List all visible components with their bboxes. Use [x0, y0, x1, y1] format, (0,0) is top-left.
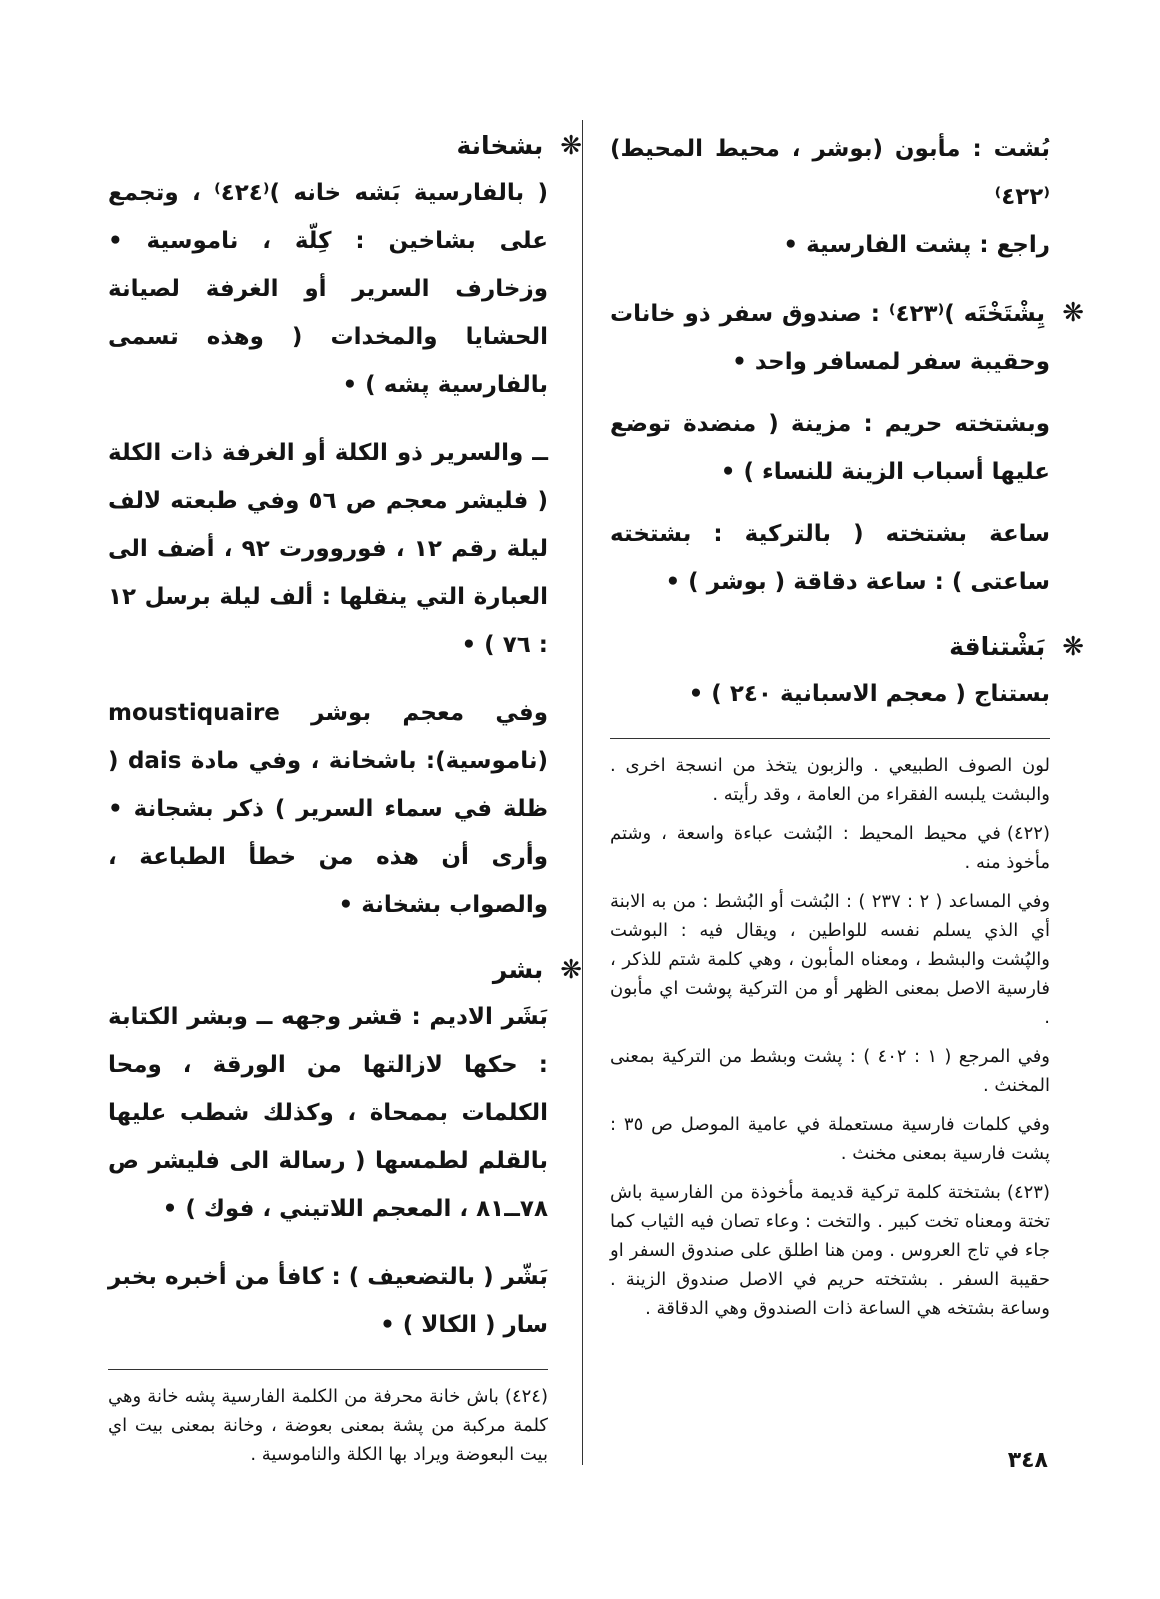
footnote-rule-left	[108, 1369, 548, 1370]
entry-bashkhana	[108, 125, 582, 929]
entry-bashar	[108, 949, 582, 1349]
footnotes-left	[108, 1382, 548, 1469]
entry-bashkhana-p1: ( بالفارسية بَشه خانه )⁽٤٢٤⁾ ، وتجمع على بشاخين : كِلّة ، ناموسية • وزخارف السرير أو الغرفة لصيانة الحشايا والمخدات ( وهذه تسمى بالفارسية پشه ) •	[108, 180, 548, 398]
footnote-422-marja	[610, 1042, 1050, 1100]
entry-bashar-head	[108, 949, 582, 991]
page-number: ٣٤٨	[1007, 1448, 1048, 1473]
entry-bashtanaqa-head	[610, 626, 1084, 668]
star-bullet-icon: ❋	[560, 131, 582, 161]
footnotes-right	[610, 751, 1050, 1323]
footnote-number: (٤٢٣)	[1006, 1182, 1050, 1203]
footnote-424	[108, 1382, 548, 1469]
footnote-422-mosul	[610, 1110, 1050, 1168]
headword-bashar: بشر	[492, 955, 544, 984]
headword-bashkhana: بشخانة	[456, 131, 544, 160]
footnote-422-musaid	[610, 887, 1050, 1032]
entry-bashtakhta-p2: وبشتخته حريم : مزينة ( منضدة توضع عليها أسباب الزينة للنساء ) •	[610, 411, 1050, 485]
footnote-422	[610, 819, 1050, 877]
footnote-text: بشتختة كلمة تركية قديمة مأخوذة من الفارسية باش تختة ومعناه تخت كبير . والتخت : وعاء تصان فيه الثياب كما جاء في تاج العروس . ومن هنا اطلق على صندوق السفر او حقيبة السفر . بشتخته حريم في الاصل صندوق الزينة . وساعة بشتخه هي الساعة ذات الصندوق وهي الدقاقة .	[610, 1182, 1050, 1319]
footnote-number: (٤٢٢)	[1006, 823, 1050, 844]
left-column	[108, 125, 582, 1479]
headword-bashtanaqa: بَشْتناقة	[949, 632, 1046, 661]
column-divider	[582, 120, 583, 1465]
footnote-text: باش خانة محرفة من الكلمة الفارسية پشه خانة وهي كلمة مركبة من پشة بمعنى بعوضة ، وخانة بمعنى بيت اي بيت البعوضة ويراد بها الكلة والناموسية .	[108, 1386, 548, 1465]
entry-busht-line1: بُشت : مأبون (بوشر ، محيط المحيط)⁽٤٢٢⁾	[610, 136, 1050, 210]
entry-bashkhana-p2: ــ والسرير ذو الكلة أو الغرفة ذات الكلة ( فليشر معجم ص ٥٦ وفي طبعته لالف ليلة رقم ١٢ ، فوروورت ٩٢ ، أضف الى العبارة التي ينقلها : ألف ليلة برسل ١٢ : ٧٦ ) •	[108, 440, 548, 658]
footnote-text: وفي المرجع ( ١ : ٤٠٢ ) : پشت وبشط من التركية بمعنى المخنث .	[610, 1046, 1050, 1096]
footnote-text: وفي كلمات فارسية مستعملة في عامية الموصل ص ٣٥ : پشت فارسية بمعنى مخنث .	[610, 1114, 1050, 1164]
entry-bashtanaqa	[610, 626, 1084, 718]
entry-bashkhana-p3: وفي معجم بوشر moustiquaire (ناموسية): باشخانة ، وفي مادة dais ( ظلة في سماء السرير ) ذكر بشجانة • وأرى أن هذه من خطأ الطباعة ، والصواب بشخانة •	[108, 700, 548, 918]
footnote-423	[610, 1178, 1050, 1323]
entry-busht	[610, 125, 1050, 269]
footnote-text: لون الصوف الطبيعي . والزبون يتخذ من انسجة اخرى . والبشت يلبسه الفقراء من العامة ، وقد رأيته .	[610, 755, 1050, 805]
entry-bashtakhta-head	[610, 289, 1084, 386]
entry-busht-line2: راجع : پشت الفارسية •	[783, 232, 1050, 258]
star-bullet-icon: ❋	[1062, 298, 1084, 328]
entry-bashkhana-head	[108, 125, 582, 167]
entry-bashtakhta-p3: ساعة بشتخته ( بالتركية : بشتخته ساعتى ) : ساعة دقاقة ( بوشر ) •	[610, 521, 1050, 595]
footnote-continuation	[610, 751, 1050, 809]
right-column	[610, 125, 1084, 1333]
entry-bashtakhta-text: يِشْتَخْتَه )⁽٤٢٣⁾ : صندوق سفر ذو خانات وحقيبة سفر لمسافر واحد •	[610, 301, 1050, 375]
entry-bashar-p2: بَشّر ( بالتضعيف ) : كافأ من أخبره بخبر سار ( الكالا ) •	[108, 1264, 548, 1338]
footnote-rule-right	[610, 738, 1050, 739]
footnote-text: في محيط المحيط : البُشت عباءة واسعة ، وشتم مأخوذ منه .	[610, 823, 1050, 873]
footnote-text: وفي المساعد ( ٢ : ٢٣٧ ) : البُشت أو البُشط : من به الابنة أي الذي يسلم نفسه للواطين ، ويقال فيه : البوشت والپُشت والبشط ، ومعناه المأبون ، وهي كلمة شتم للذكر ، فارسية الاصل بمعنى الظهر أو من التركية پوشت اي مأبون .	[610, 891, 1051, 1028]
star-bullet-icon: ❋	[560, 955, 582, 985]
star-bullet-icon: ❋	[1062, 632, 1084, 662]
entry-bashar-p1: بَشَر الاديم : قشر وجهه ــ وبشر الكتابة : حكها لازالتها من الورقة ، ومحا الكلمات بممحاة ، وكذلك شطب عليها بالقلم لطمسها ( رسالة الى فليشر ص ٧٨ــ٨١ ، المعجم اللاتيني ، فوك ) •	[108, 1004, 548, 1222]
entry-bashtakhta	[610, 289, 1084, 606]
entry-bashtanaqa-p1: بستناج ( معجم الاسبانية ٢٤٠ ) •	[688, 681, 1050, 707]
footnote-number: (٤٢٤)	[504, 1386, 548, 1407]
